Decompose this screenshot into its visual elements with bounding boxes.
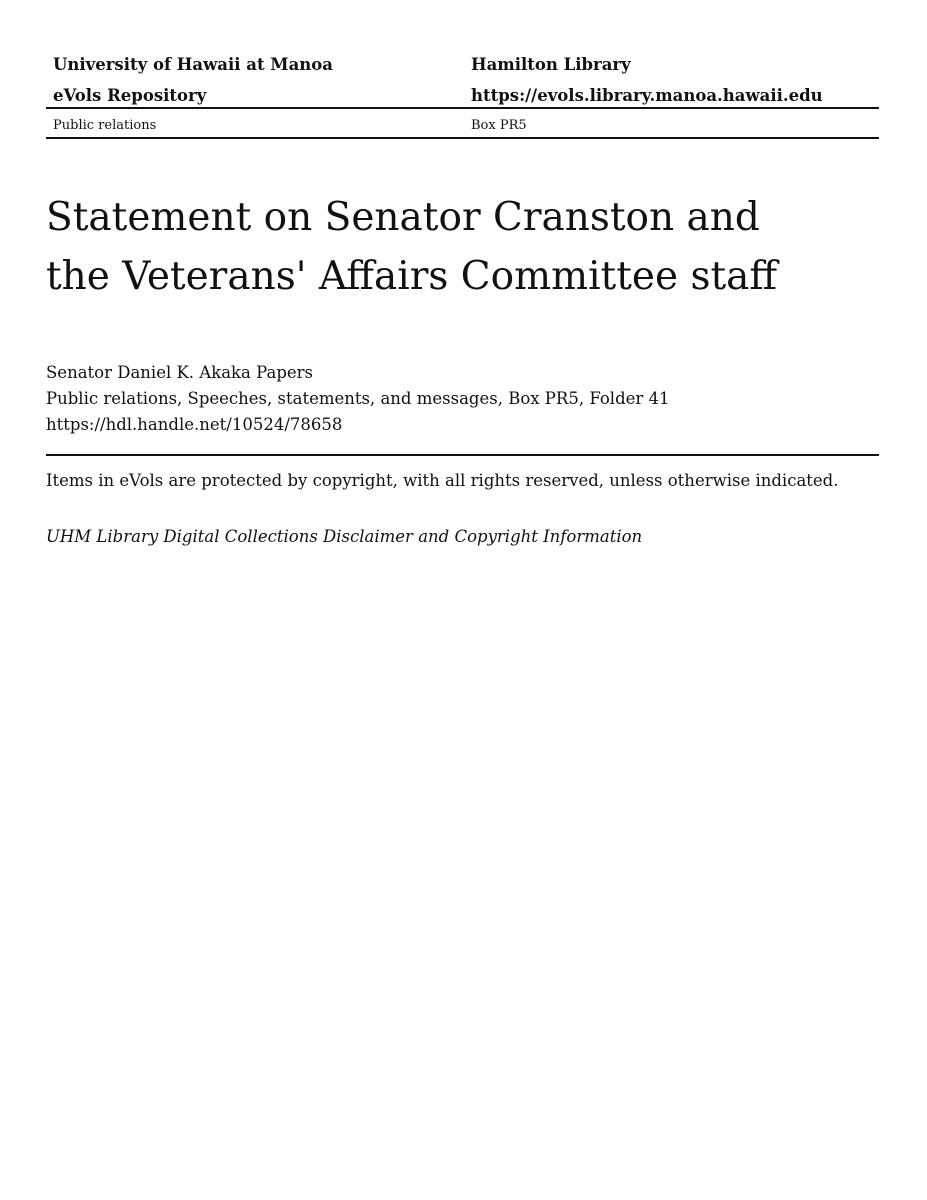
document-header bbox=[46, 52, 879, 114]
title-line-1: Statement on Senator Cranston and bbox=[46, 195, 760, 240]
collection-label: Public relations bbox=[53, 118, 157, 133]
disclaimer-link[interactable]: UHM Library Digital Collections Disclaimer and Copyright Information bbox=[46, 527, 643, 546]
info-divider bbox=[46, 454, 879, 456]
header-row-1 bbox=[46, 52, 879, 83]
document-info bbox=[46, 360, 879, 438]
repository-url-link[interactable]: https://evols.library.manoa.hawaii.edu bbox=[471, 86, 823, 105]
papers-name: Senator Daniel K. Akaka Papers bbox=[46, 363, 314, 382]
document-title bbox=[46, 188, 879, 306]
header-divider bbox=[46, 107, 879, 109]
collection-meta-row bbox=[46, 116, 879, 136]
meta-divider bbox=[46, 137, 879, 139]
handle-link[interactable]: https://hdl.handle.net/10524/78658 bbox=[46, 415, 343, 434]
repository-name: eVols Repository bbox=[53, 86, 207, 105]
institution-name: University of Hawaii at Manoa bbox=[53, 55, 333, 74]
header-row-2 bbox=[46, 83, 879, 114]
library-name: Hamilton Library bbox=[471, 55, 631, 74]
box-label: Box PR5 bbox=[471, 118, 527, 133]
folder-location: Public relations, Speeches, statements, and messages, Box PR5, Folder 41 bbox=[46, 389, 670, 408]
copyright-notice: Items in eVols are protected by copyright, with all rights reserved, unless otherwise indicated. bbox=[46, 471, 839, 490]
title-line-2: the Veterans' Affairs Committee staff bbox=[46, 254, 778, 299]
